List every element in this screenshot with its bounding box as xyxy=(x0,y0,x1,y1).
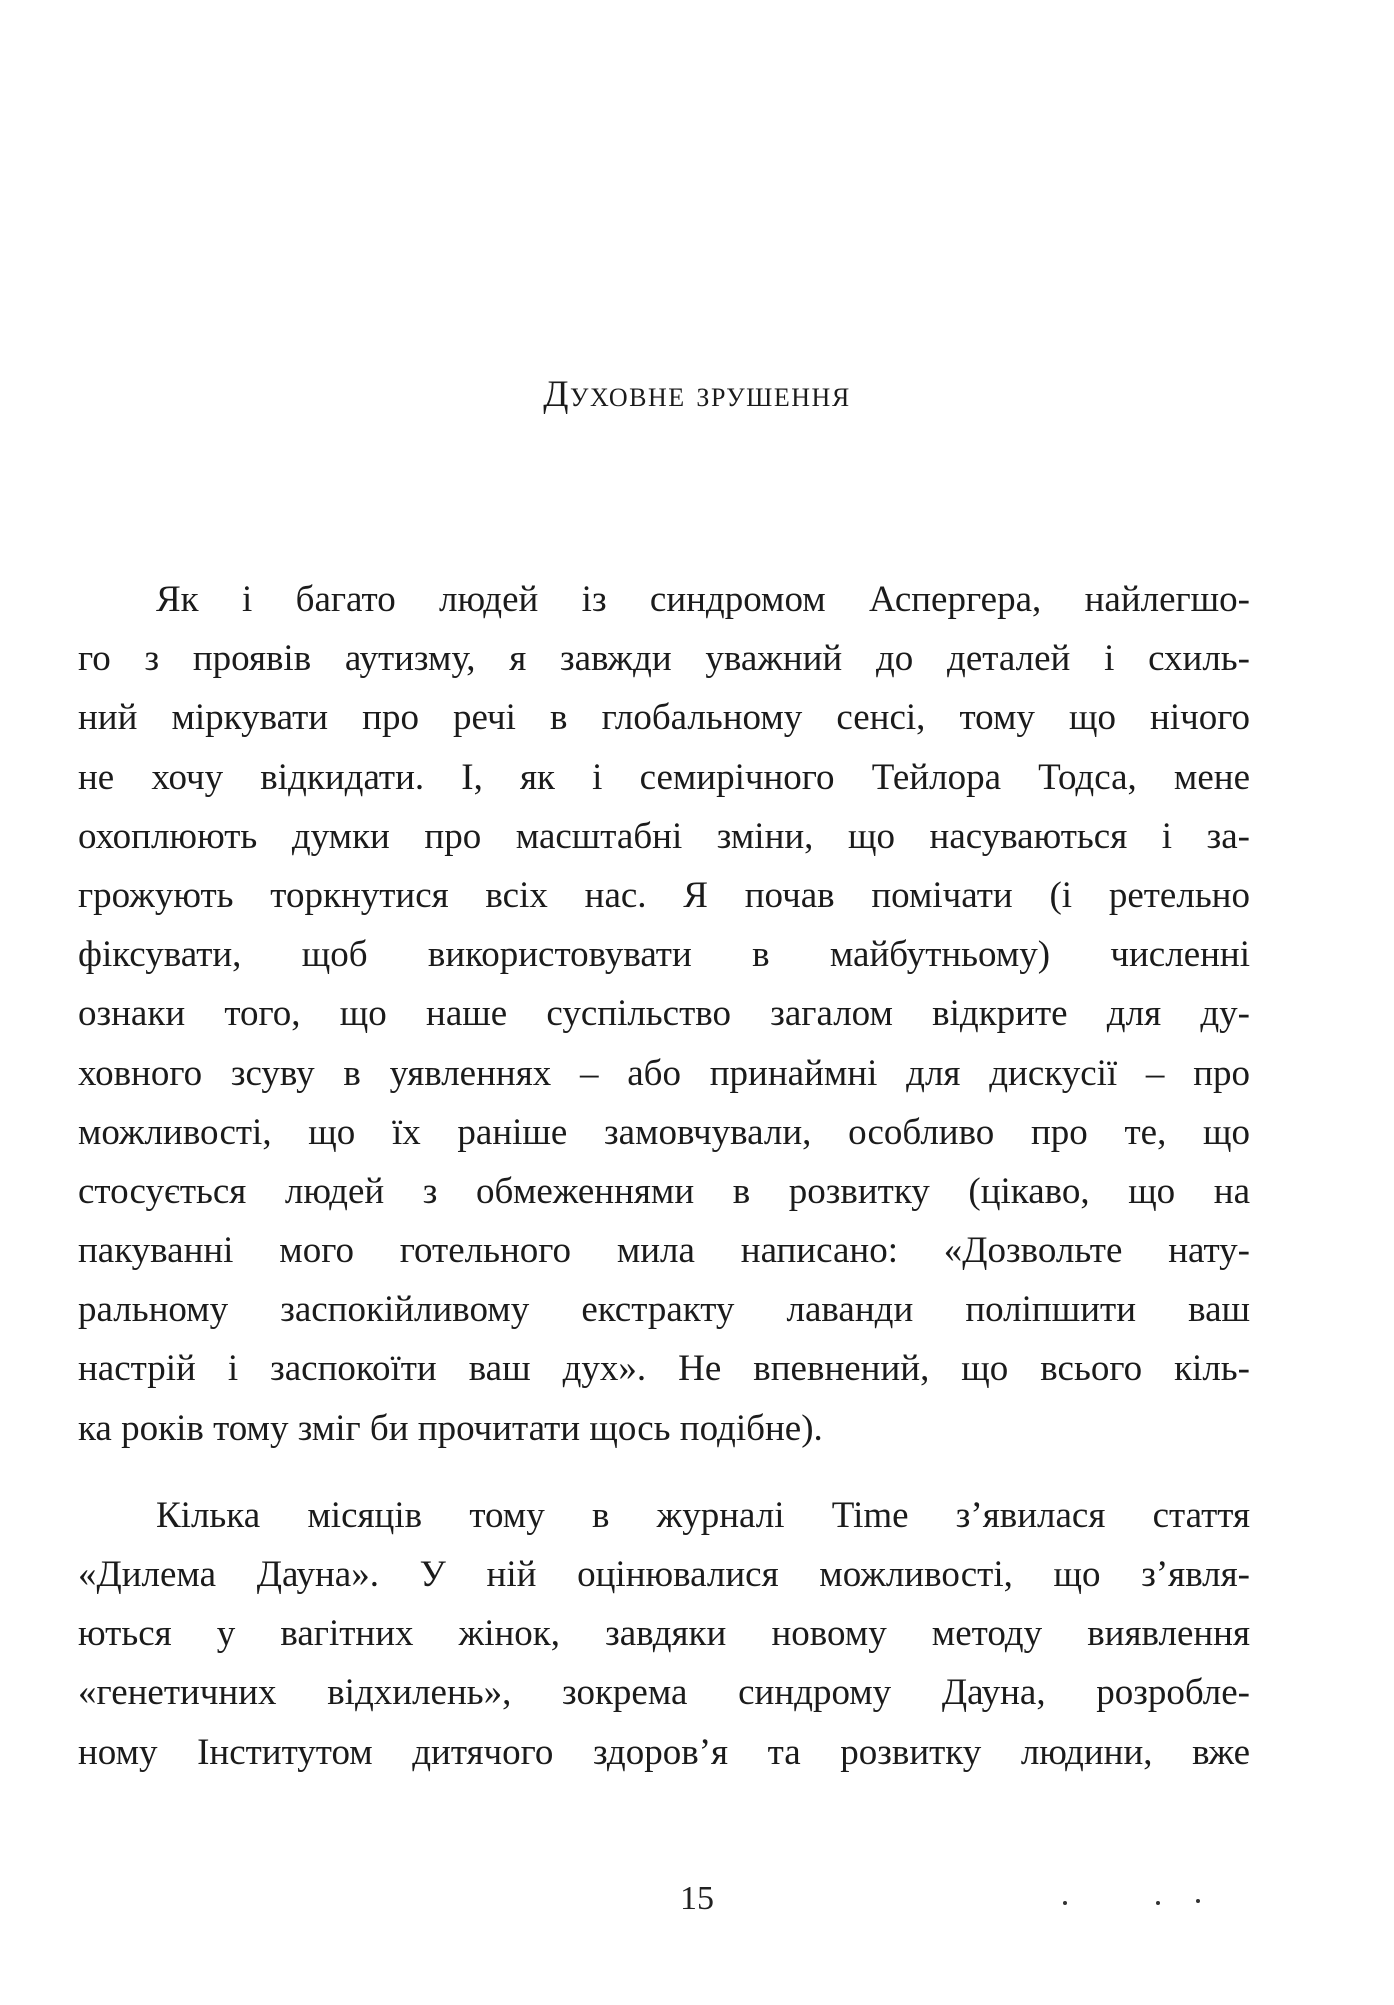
text-line: ховного зсуву в уявленнях – або принаймні для дискусії – про xyxy=(78,1052,1250,1094)
text-line: ознаки того, що наше суспільство загалом відкрите для ду- xyxy=(78,993,1250,1035)
text-line: ний міркувати про речі в глобальному сенсі, тому що нічого xyxy=(78,697,1250,739)
text-line: фіксувати, щоб використовувати в майбутньому) численні xyxy=(78,934,1250,976)
text-line: грожують торкнутися всіх нас. Я почав помічати (і ретельно xyxy=(78,874,1250,916)
page-number: 15 xyxy=(680,1880,714,1917)
text-line: «генетичних відхилень», зокрема синдрому Дауна, розробле- xyxy=(78,1672,1250,1714)
text-line: стосується людей з обмеженнями в розвитку (цікаво, що на xyxy=(78,1170,1250,1212)
paragraph-gap xyxy=(78,1458,1250,1486)
text-line: можливості, що їх раніше замовчували, особливо про те, що xyxy=(78,1111,1250,1153)
paragraph-2 xyxy=(78,1486,1250,1782)
text-line: Кілька місяців тому в журналі Time з’явилася стаття xyxy=(156,1494,1250,1536)
text-line: го з проявів аутизму, я завжди уважний до деталей і схиль- xyxy=(78,638,1250,680)
text-line: настрій і заспокоїти ваш дух». Не впевнений, що всього кіль- xyxy=(78,1348,1250,1390)
scan-speck xyxy=(1156,1901,1160,1905)
text-line: ному Інститутом дитячого здоров’я та розвитку людини, вже xyxy=(78,1731,1250,1773)
chapter-title: Духовне зрушення xyxy=(543,373,851,415)
text-line: Як і багато людей із синдромом Аспергера, найлегшо- xyxy=(156,579,1250,620)
text-line: ральному заспокійливому екстракту лаванди поліпшити ваш xyxy=(78,1289,1250,1331)
text-line: ються у вагітних жінок, завдяки новому методу виявлення xyxy=(78,1613,1250,1655)
text-line: не хочу відкидати. І, як і семирічного Тейлора Тодса, мене xyxy=(78,756,1250,798)
paragraph-1 xyxy=(78,570,1250,1458)
text-line: ка років тому зміг би прочитати щось подібне). xyxy=(78,1407,823,1449)
body-text xyxy=(78,570,1250,1782)
scan-speck xyxy=(1196,1899,1200,1903)
scan-speck xyxy=(1063,1901,1067,1905)
text-line: охоплюють думки про масштабні зміни, що насуваються і за- xyxy=(78,815,1250,857)
text-line: пакуванні мого готельного мила написано: «Дозвольте нату- xyxy=(78,1230,1250,1272)
scan-specks xyxy=(1063,1897,1213,1909)
text-line: «Дилема Дауна». У ній оцінювалися можливості, що з’явля- xyxy=(78,1554,1250,1595)
